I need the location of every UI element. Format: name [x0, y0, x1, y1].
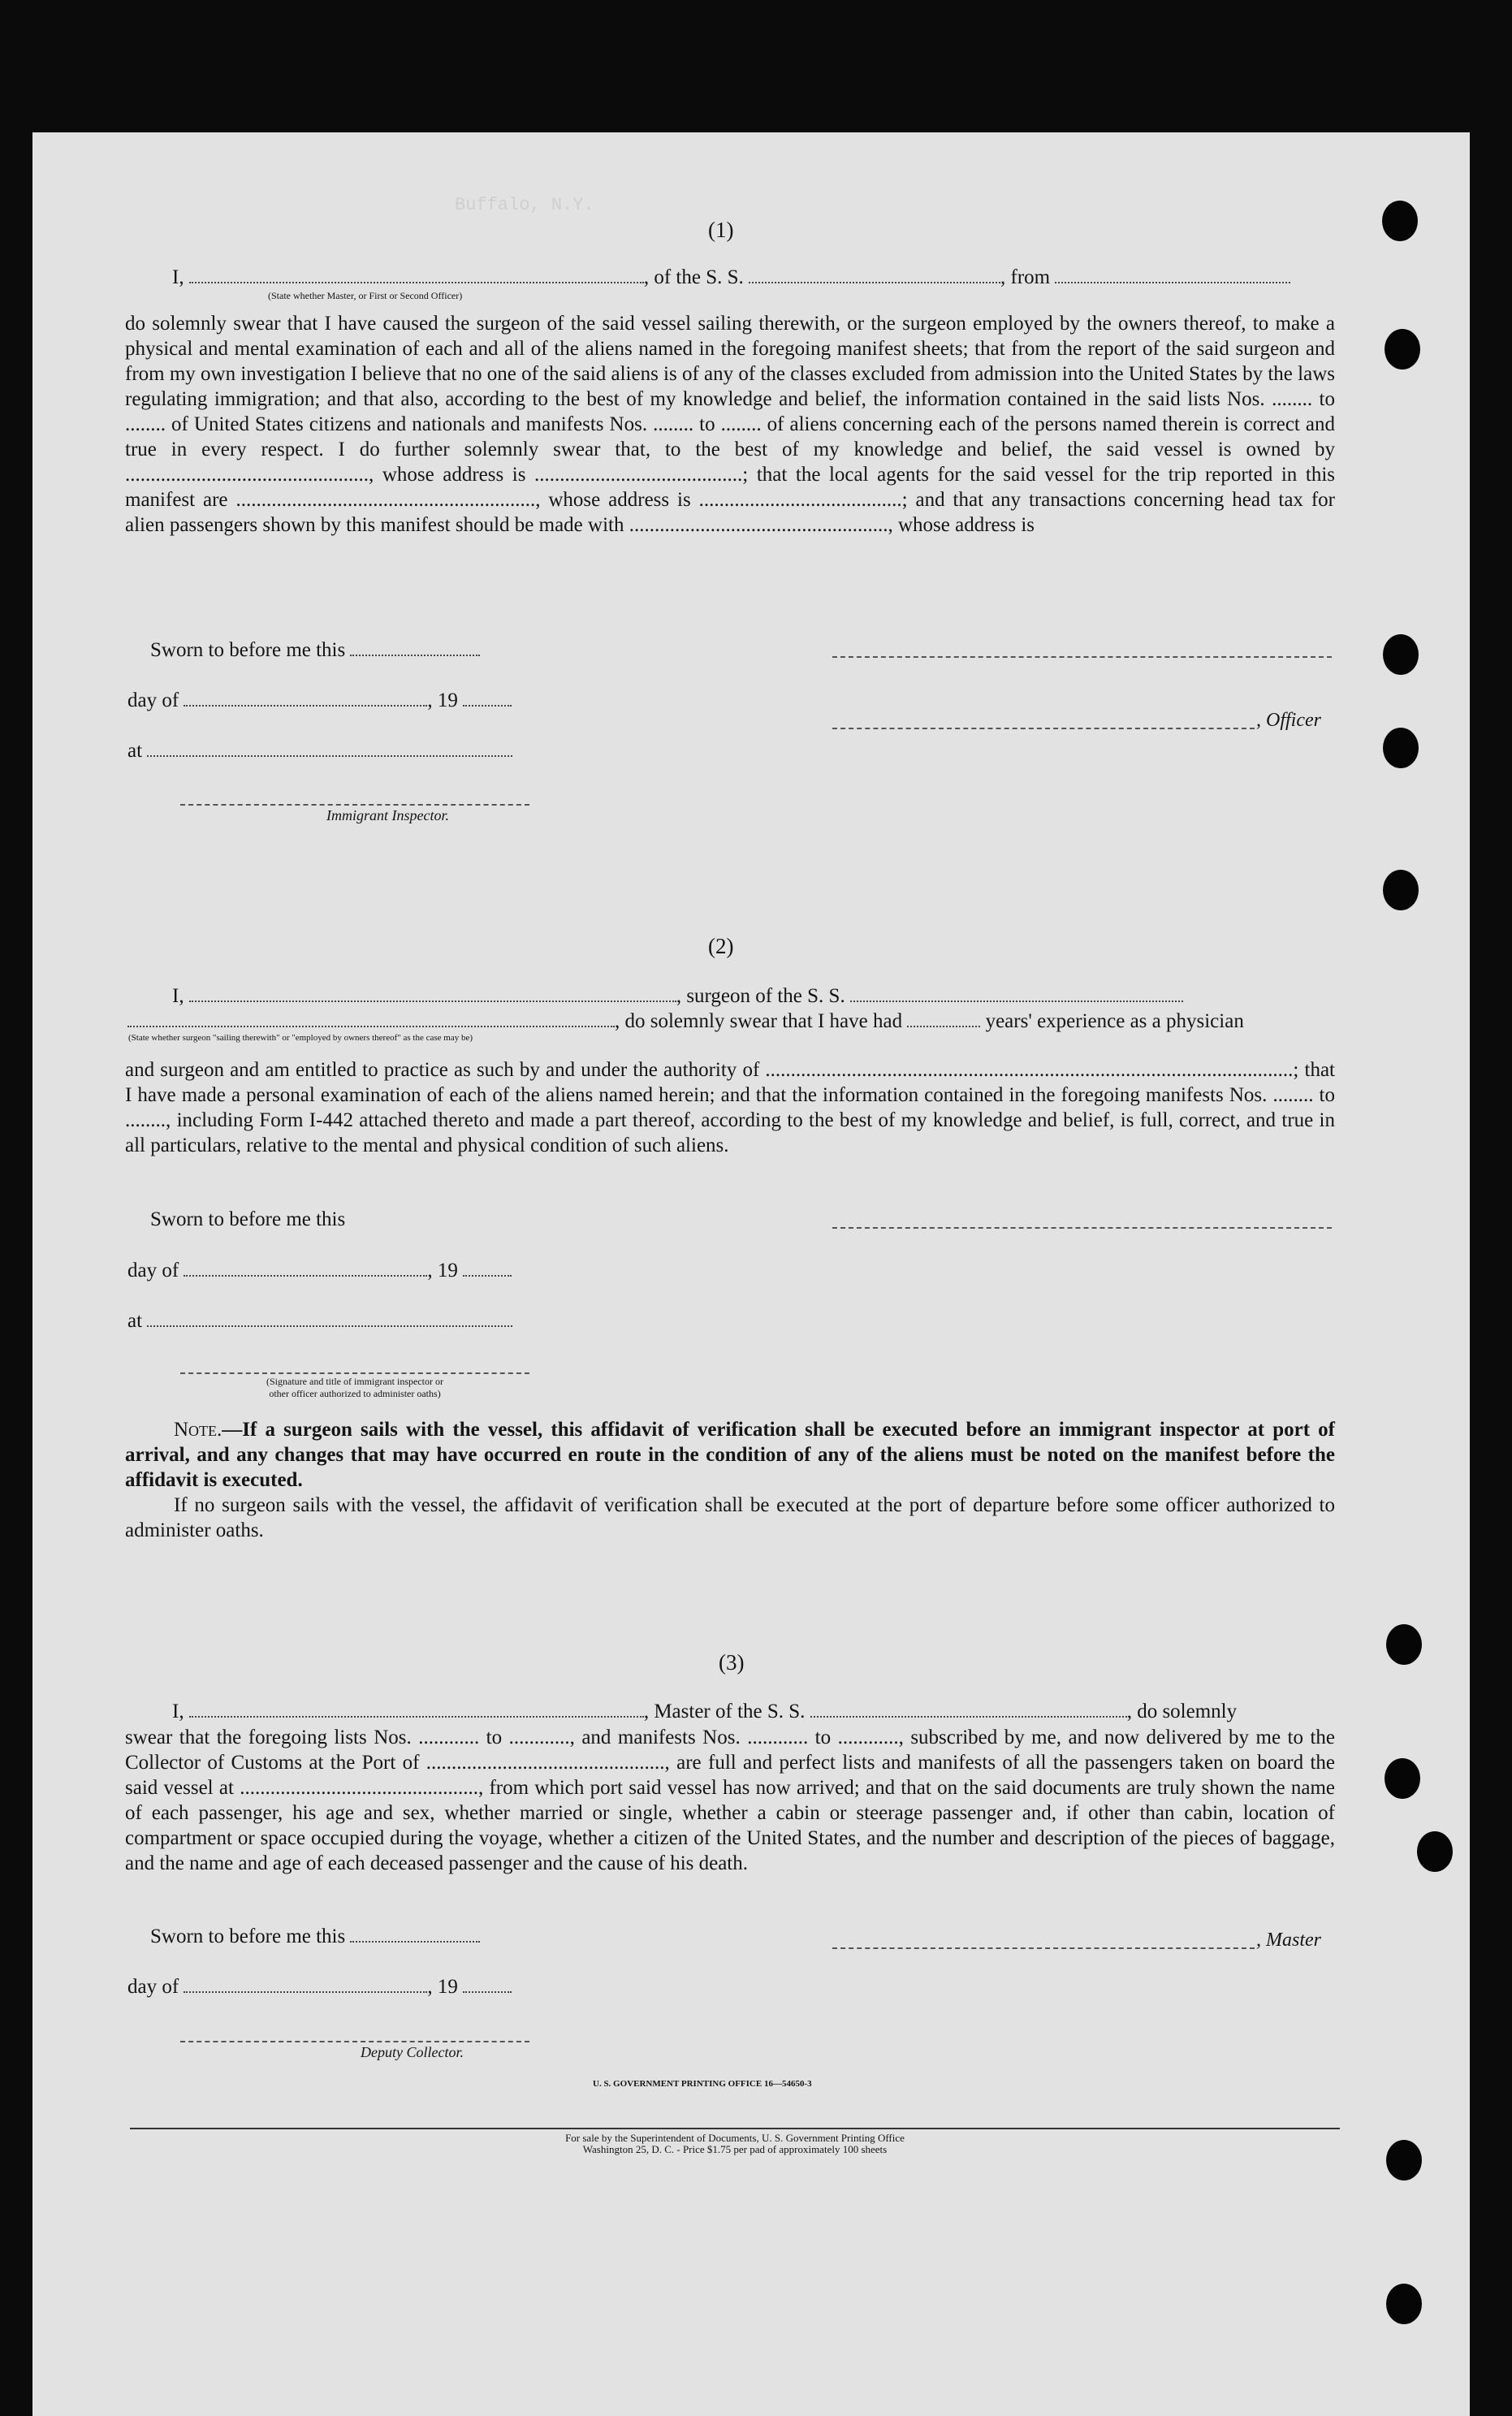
from-label: , from: [1000, 266, 1051, 288]
swear-label: , do solemnly swear that I have had: [615, 1010, 903, 1032]
punch-hole-4: [1383, 728, 1419, 768]
at-place-field[interactable]: [147, 1309, 512, 1327]
sworn-label: Sworn to before me this: [150, 1208, 346, 1230]
surgeon-of-label: , surgeon of the S. S.: [676, 985, 845, 1007]
punch-hole-3: [1383, 634, 1419, 675]
sworn-date-field[interactable]: [350, 638, 480, 656]
sworn-label: Sworn to before me this: [150, 1925, 346, 1947]
from-port-field[interactable]: [1055, 266, 1290, 283]
section-3-number: (3): [719, 1650, 745, 1675]
years-field[interactable]: [907, 1009, 980, 1027]
inspector-signature-line[interactable]: [180, 804, 529, 806]
surgeon-status-field[interactable]: [127, 1009, 615, 1027]
day-line-3: [127, 1975, 512, 1999]
punch-hole-7: [1385, 1758, 1420, 1799]
at-label: at: [127, 740, 143, 762]
day-of-label: day of: [127, 1976, 179, 1998]
collector-label: Deputy Collector.: [361, 2044, 464, 2060]
section-1-number: (1): [708, 218, 734, 242]
day-field[interactable]: [184, 1259, 427, 1277]
inspector-label: Immigrant Inspector.: [326, 807, 449, 823]
year-label: , 19: [427, 689, 458, 711]
sworn-line-1: [150, 638, 480, 662]
day-line-2: [127, 1259, 512, 1282]
section-2-number: (2): [708, 934, 734, 958]
sworn-line-2: [150, 1208, 345, 1231]
bleed-through-header: Buffalo, N.Y.: [455, 195, 594, 215]
sworn-date-field[interactable]: [350, 1925, 480, 1943]
section-2-paragraph: and surgeon and am entitled to practice as such by and under the authority of ........................................................................................................; that I have made a personal examination of each of the aliens named herein; and that the information contained in the foregoing manifests Nos. ........ to ........, including Form I-442 attached thereto and made a part thereof, according to the best of my knowledge and belief, is full, correct, and true in all particulars, relative to the mental and physical condition of such aliens.: [125, 1059, 1335, 1156]
year-field[interactable]: [463, 1259, 512, 1277]
officer-signature-line[interactable]: [832, 728, 1255, 729]
signature-caption-line-1: (Signature and title of immigrant inspector or: [266, 1376, 443, 1387]
section-1-paragraph: do solemnly swear that I have caused the surgeon of the said vessel sailing therewith, or the surgeon employed by the owners thereof, to make a physical and mental examination of each and all of the aliens named in the foregoing manifest sheets; that from the report of the said surgeon and from my own investigation I believe that no one of the said aliens is of any of the classes excluded from admission into the United States by the laws regulating immigration; and that also, according to the best of my knowledge and belief, the information contained in the said lists Nos. ........ to ........ of United States citizens and nationals and manifests Nos. ........ to ........ of aliens concerning each of the persons named therein is correct and true in every respect. I do further solemnly swear that, to the best of my knowledge and belief, the said vessel is owned by ................................................, whose address is .........................................; that the local agents for the said vessel for the trip reported in this manifest are ..........................................................., whose address is ........................................; and that any transactions concerning head tax for alien passengers shown by this manifest should be made with ..................................................., whose address is: [125, 313, 1335, 536]
officer-signature-line-top[interactable]: [832, 656, 1332, 658]
gpo-line: U. S. GOVERNMENT PRINTING OFFICE 16—54650-3: [593, 2079, 812, 2089]
surgeon-caption: (State whether surgeon "sailing therewith" or "employed by owners thereof" as the case may be): [128, 1033, 473, 1043]
experience-label: years' experience as a physician: [985, 1010, 1244, 1032]
section-3-line-1: [172, 1700, 1237, 1723]
punch-hole-1: [1382, 201, 1418, 241]
vessel-name-field[interactable]: [749, 266, 1000, 283]
section-3-i-label: I,: [172, 1701, 184, 1722]
oath-officer-signature-line[interactable]: [180, 1372, 529, 1374]
note-paragraph: [125, 1417, 1335, 1493]
year-label: , 19: [427, 1976, 458, 1998]
master-vessel-field[interactable]: [810, 1700, 1127, 1718]
surgeon-name-field[interactable]: [189, 984, 676, 1002]
officer-label: , Officer: [1256, 710, 1321, 731]
note-2-paragraph: If no surgeon sails with the vessel, the affidavit of verification shall be executed at the port of departure before some officer authorized to administer oaths.: [125, 1494, 1335, 1541]
day-of-label: day of: [127, 689, 179, 711]
master-name-field[interactable]: [189, 1700, 644, 1718]
sworn-line-3: [150, 1925, 480, 1948]
day-of-label: day of: [127, 1260, 179, 1281]
punch-hole-5: [1383, 870, 1419, 910]
at-place-field[interactable]: [147, 739, 512, 757]
day-line-1: [127, 689, 512, 712]
master-label: , Master: [1256, 1930, 1321, 1951]
footer-line-2: Washington 25, D. C. - Price $1.75 per pad of approximately 100 sheets: [582, 2143, 888, 2155]
section-1-oath-line: [172, 266, 1290, 289]
year-field[interactable]: [463, 689, 512, 707]
master-signature-line[interactable]: [832, 1947, 1255, 1949]
vessel-label: , of the S. S.: [643, 266, 744, 288]
year-label: , 19: [427, 1260, 458, 1281]
officer-name-field[interactable]: [189, 266, 644, 283]
footer-line-1: For sale by the Superintendent of Documents, U. S. Government Printing Office: [565, 2132, 905, 2144]
punch-hole-10: [1386, 2284, 1422, 2324]
surgeon-signature-line[interactable]: [832, 1227, 1332, 1229]
at-line-1: [127, 739, 512, 763]
solemnly-label: , do solemnly: [1126, 1701, 1238, 1722]
note-text: —If a surgeon sails with the vessel, this affidavit of verification shall be executed before an immigrant inspector at port of arrival, and any changes that may have occurred en route in the condition of any of the aliens must be noted on the manifest before the affidavit is executed.: [125, 1419, 1335, 1491]
footer-rule: [130, 2128, 1340, 2129]
signature-caption: [180, 1376, 529, 1400]
day-field[interactable]: [184, 1975, 427, 1993]
section-3-paragraph: swear that the foregoing lists Nos. ............ to ............, and manifests Nos. ............ to ............, subscribed by me, and now delivered by me to the Collector of Customs at the Port of ..............................................., are full and perfect lists and manifests of all the passengers taken on board the said vessel at ..............................................., from which port said vessel has now arrived; and that on the said documents are truly shown the name of each passenger, his age and sex, whether married or single, whether a cabin or steerage passenger and, if other than cabin, location of compartment or space occupied during the voyage, whether a citizen of the United States, and the number and description of the pieces of baggage, and the name and age of each deceased passenger and the cause of his death.: [125, 1727, 1335, 1874]
footer-text: [325, 2133, 1145, 2155]
year-field[interactable]: [463, 1975, 512, 1993]
at-label: at: [127, 1310, 143, 1332]
master-of-label: , Master of the S. S.: [643, 1701, 806, 1722]
section-2-line-2: [127, 1009, 1244, 1033]
officer-caption: (State whether Master, or First or Second Officer): [268, 290, 463, 301]
signature-caption-line-2: other officer authorized to administer oaths): [269, 1388, 441, 1399]
section-2-i-label: I,: [172, 985, 184, 1007]
at-line-2: [127, 1309, 512, 1333]
collector-signature-line[interactable]: [180, 2041, 529, 2042]
section-1-i-label: I,: [172, 266, 184, 288]
note-label: Note.: [174, 1419, 222, 1441]
section-2-line-1: [172, 984, 1183, 1008]
surgeon-vessel-field[interactable]: [850, 984, 1183, 1002]
punch-hole-6: [1386, 1624, 1422, 1665]
punch-hole-9: [1386, 2140, 1422, 2180]
sworn-label: Sworn to before me this: [150, 639, 346, 661]
punch-hole-8: [1417, 1831, 1453, 1872]
day-field[interactable]: [184, 689, 427, 707]
punch-hole-2: [1385, 329, 1420, 370]
